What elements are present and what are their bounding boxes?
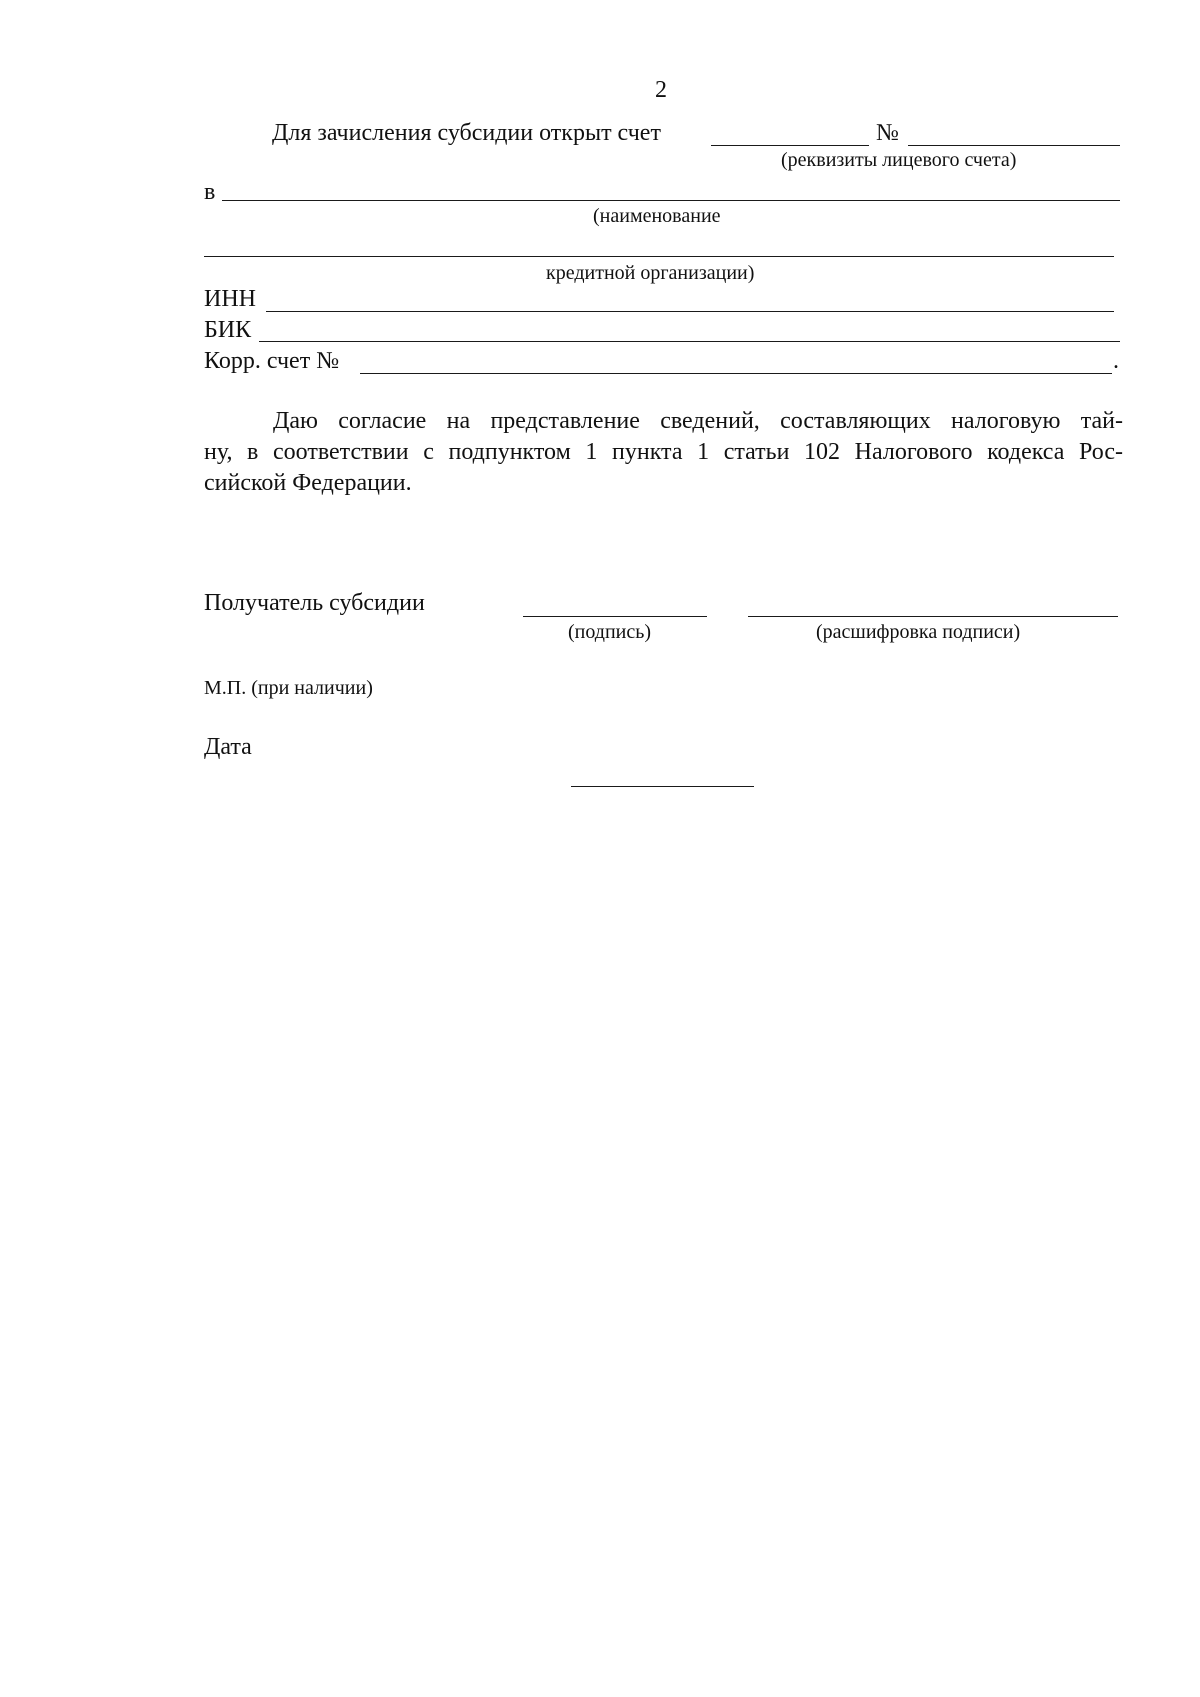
inn-blank[interactable] <box>266 311 1114 312</box>
bik-label: БИК <box>204 317 252 343</box>
corr-account-blank[interactable] <box>360 373 1112 374</box>
closing-separator <box>571 786 754 787</box>
consent-line-1: Даю согласие на представление сведений, составляющих налоговую тай- <box>273 408 1123 434</box>
inn-label: ИНН <box>204 286 256 312</box>
bik-blank[interactable] <box>259 341 1120 342</box>
bank-prefix: в <box>204 179 216 205</box>
signature-decode-caption: (расшифровка подписи) <box>816 621 1021 643</box>
bank-org-caption: кредитной организации) <box>546 262 755 284</box>
account-number-sign: № <box>876 120 899 146</box>
date-label: Дата <box>204 734 252 760</box>
corr-account-end: . <box>1113 348 1119 374</box>
bank-name-caption: (наименование <box>593 205 721 227</box>
consent-line-2: ну, в соответствии с подпунктом 1 пункта 1 статьи 102 Налогового кодекса Рос- <box>204 439 1123 465</box>
signature-decode-blank[interactable] <box>748 616 1118 617</box>
page-number: 2 <box>655 77 667 103</box>
bank-name-blank[interactable] <box>222 200 1120 201</box>
corr-account-label: Корр. счет № <box>204 348 340 374</box>
consent-paragraph <box>204 406 1123 499</box>
consent-line-3: сийской Федерации. <box>204 470 412 496</box>
signature-blank[interactable] <box>523 616 707 617</box>
account-opened-text: Для зачисления субсидии открыт счет <box>272 120 661 146</box>
account-type-blank[interactable] <box>711 145 869 146</box>
account-number-blank[interactable] <box>908 145 1120 146</box>
seal-label: М.П. (при наличии) <box>204 677 373 699</box>
recipient-label: Получатель субсидии <box>204 590 425 616</box>
signature-caption: (подпись) <box>568 621 652 643</box>
bank-name-blank-2[interactable] <box>204 256 1114 257</box>
account-requisites-caption: (реквизиты лицевого счета) <box>781 149 1017 171</box>
